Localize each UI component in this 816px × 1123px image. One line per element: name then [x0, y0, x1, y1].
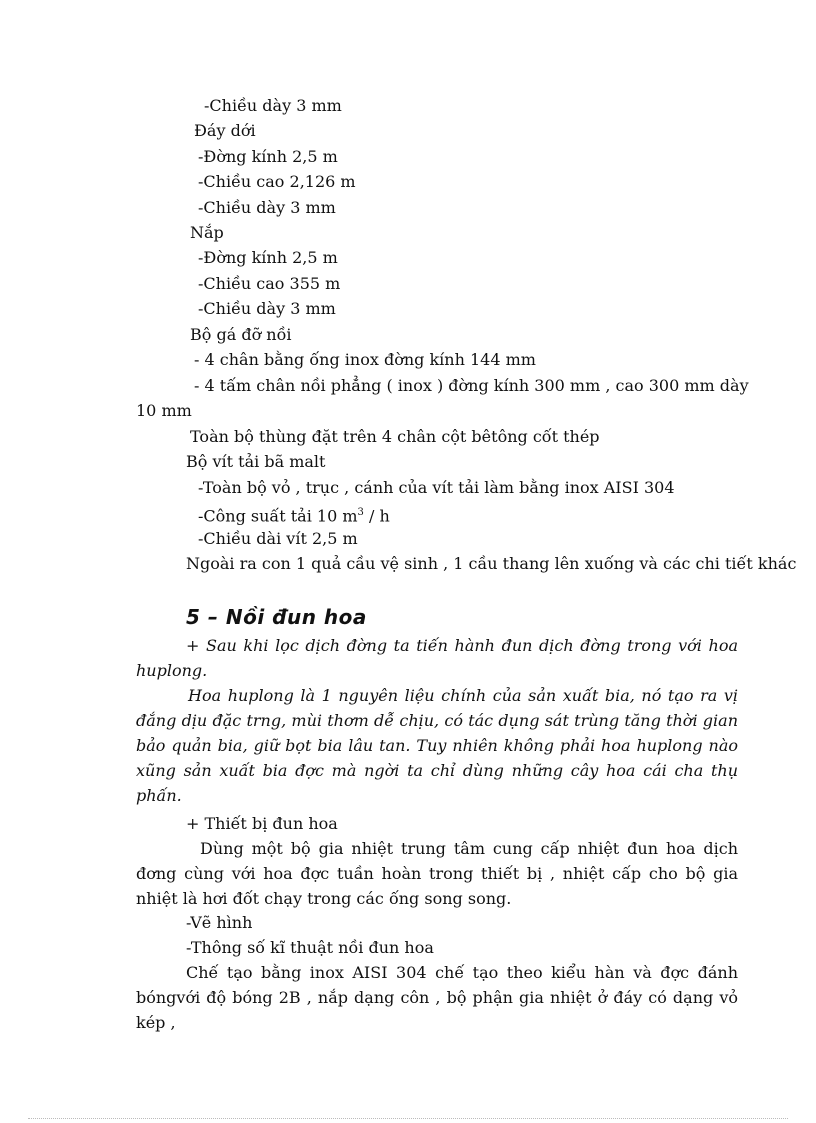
final-paragraph: Chế tạo bằng inox AISI 304 chế tạo theo kiểu hàn và đợc đánh bóngvới độ bóng 2B , nắp dạng côn , bộ phận gia nhiệt ở đáy có dạng vỏ kép ,: [136, 963, 738, 1032]
text-line: Toàn bộ thùng đặt trên 4 chân cột bêtông cốt thép: [190, 427, 600, 446]
text-line: - 4 tấm chân nồi phẳng ( inox ) đờng kính 300 mm , cao 300 mm dày: [194, 376, 749, 395]
text-span: -Công suất tải 10 m: [198, 506, 358, 526]
subheading-line: Bộ gá đỡ nồi: [190, 325, 292, 344]
text-span: / h: [363, 506, 390, 526]
equipment-heading: + Thiết bị đun hoa: [186, 814, 338, 833]
superscript: 3: [357, 507, 364, 518]
text-line: -Chiều dày 3 mm: [198, 299, 336, 318]
text-line: -Chiều cao 2,126 m: [198, 172, 356, 191]
section-heading: 5 – Nồi đun hoa: [186, 605, 367, 629]
subheading-line: Đáy dới: [194, 121, 256, 140]
text-line: -Chiều dày 3 mm: [198, 198, 336, 217]
equipment-paragraph: Dùng một bộ gia nhiệt trung tâm cung cấp nhiệt đun hoa dịch đơng cùng với hoa đợc tuần hoàn trong thiết bị , nhiệt cấp cho bộ gia nhiệt là hơi đốt chạy trong các ống song song.: [136, 839, 738, 908]
text-line: Ngoài ra con 1 quả cầu vệ sinh , 1 cầu thang lên xuống và các chi tiết khác: [186, 554, 797, 573]
footer-divider: [28, 1118, 788, 1119]
text-line: -Đờng kính 2,5 m: [198, 248, 338, 267]
text-line: -Chiều dày 3 mm: [204, 96, 342, 115]
italic-paragraph-1: + Sau khi lọc dịch đờng ta tiến hành đun dịch đờng trong với hoa huplong.: [136, 636, 738, 680]
text-line: -Chiều dài vít 2,5 m: [198, 529, 358, 548]
text-line: - 4 chân bằng ống inox đờng kính 144 mm: [194, 350, 536, 369]
subheading-line: Nắp: [190, 223, 224, 242]
italic-paragraph-2: Hoa huplong là 1 nguyên liệu chính của sản xuất bia, nó tạo ra vị đắng dịu đặc trng, mùi thơm dễ chịu, có tác dụng sát trùng tăng thời gian bảo quản bia, giữ bọt bia lâu tan. Tuy nhiên không phải hoa huplong nào xũng sản xuất bia đợc mà ngời ta chỉ dùng những cây hoa cái cha thụ phấn.: [136, 686, 738, 805]
list-item: -Vẽ hình: [186, 913, 253, 932]
text-line: -Chiều cao 355 m: [198, 274, 341, 293]
list-item: -Thông số kĩ thuật nồi đun hoa: [186, 938, 434, 957]
text-line: 10 mm: [136, 401, 192, 420]
subheading-line: Bộ vít tải bã malt: [186, 452, 326, 471]
text-line: -Toàn bộ vỏ , trục , cánh của vít tải làm bằng inox AISI 304: [198, 478, 675, 497]
text-line: -Đờng kính 2,5 m: [198, 147, 338, 166]
text-line-with-superscript: [198, 503, 390, 526]
